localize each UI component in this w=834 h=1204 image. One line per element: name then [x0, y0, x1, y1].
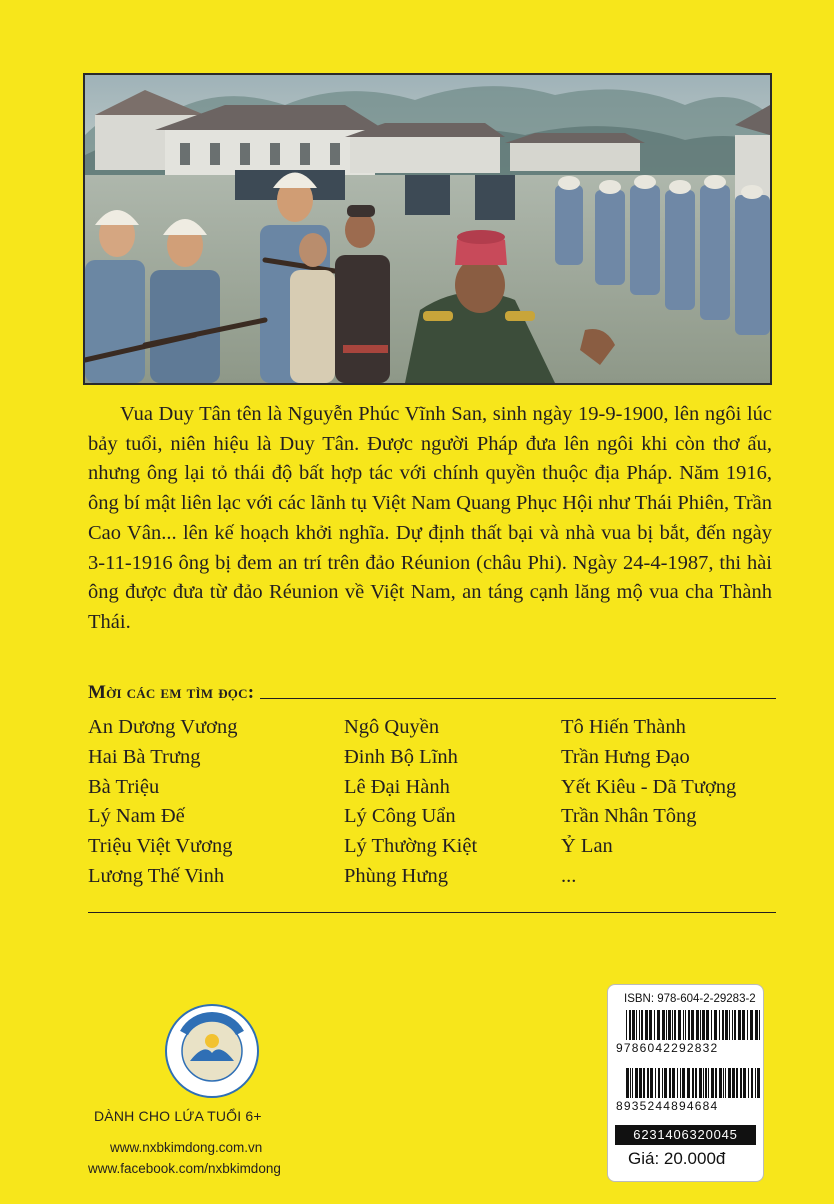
barcode-bar: [705, 1068, 707, 1098]
book-title: Lý Thường Kiệt: [344, 835, 478, 858]
book-title: Đinh Bộ Lĩnh: [344, 745, 458, 768]
barcode-bar: [678, 1010, 681, 1040]
barcode-bar: [626, 1010, 627, 1040]
barcode-bar: [672, 1068, 675, 1098]
barcode-bar: [700, 1010, 701, 1040]
barcode-bar: [725, 1068, 726, 1098]
barcode-bar: [699, 1068, 702, 1098]
book-title: Hai Bà Trưng: [88, 745, 201, 768]
barcode-bar: [722, 1010, 724, 1040]
price-label: Giá: 20.000đ: [628, 1149, 726, 1168]
barcode-bar: [626, 1068, 629, 1098]
barcode-bar: [645, 1010, 648, 1040]
publisher-links: [88, 1137, 281, 1179]
book-title: Trần Hưng Đạo: [561, 745, 690, 768]
barcode-bar: [748, 1068, 749, 1098]
list-bottom-divider: [88, 912, 776, 913]
barcode-bar: [740, 1068, 742, 1098]
barcode-bar: [743, 1068, 746, 1098]
barcode-bar: [738, 1010, 741, 1040]
barcode-bar: [632, 1068, 633, 1098]
book-title: ...: [561, 864, 577, 887]
book-title: Lý Công Uẩn: [344, 805, 456, 828]
barcode-bar: [714, 1010, 717, 1040]
barcode-bar: [755, 1068, 756, 1098]
barcode-bar: [728, 1068, 731, 1098]
reading-list-title: Mời các em tìm đọc:: [88, 682, 255, 703]
barcode-bar: [683, 1010, 684, 1040]
barcode-price-box: [607, 984, 764, 1182]
barcode-bar: [630, 1068, 631, 1098]
book-description: Vua Duy Tân tên là Nguyễn Phúc Vĩnh San, sinh ngày 19-9-1900, lên ngôi lúc bảy tuổi, niên hiệu là Duy Tân. Được người Pháp đưa lên ngôi khi còn thơ ấu, nhưng ông lại tỏ thái độ bất hợp tác với chính quyền thuộc địa Pháp. Năm 1916, ông bí mật liên lạc với các lãnh tụ Việt Nam Quang Phục Hội như Thái Phiên, Trần Cao Vân... lên kế hoạch khởi nghĩa. Dự định thất bại và nhà vua bị bắt, đến ngày 3-11-1916 ông bị đem an trí trên đảo Réunion (châu Phi). Ngày 24-4-1987, thi hài ông được đưa từ đảo Réunion về Việt Nam, an táng cạnh lăng mộ vua cha Thành Thái.: [88, 403, 772, 633]
barcode-bar: [668, 1010, 671, 1040]
barcode-bar: [736, 1068, 738, 1098]
barcode-bar: [747, 1010, 748, 1040]
book-title: Phùng Hưng: [344, 864, 448, 887]
barcode-bar: [629, 1010, 631, 1040]
barcode-bar: [750, 1010, 753, 1040]
barcode-bar: [729, 1010, 730, 1040]
barcode-bar: [649, 1010, 652, 1040]
book-title: Ngô Quyền: [344, 716, 440, 738]
barcode-bar: [711, 1010, 712, 1040]
barcode-bar: [751, 1068, 753, 1098]
barcode-bar: [662, 1068, 663, 1098]
barcode-bar: [723, 1068, 724, 1098]
barcode-bar: [632, 1010, 635, 1040]
book-title: Ỷ Lan: [561, 835, 613, 858]
barcode-bar: [757, 1068, 760, 1098]
barcode-bar: [677, 1068, 678, 1098]
isbn-barcode: [626, 1010, 760, 1040]
barcode-bar: [654, 1010, 655, 1040]
barcode-bar: [755, 1010, 758, 1040]
barcode-bar: [650, 1068, 653, 1098]
product-code: 6231406320045: [615, 1125, 756, 1145]
barcode-bar: [680, 1068, 681, 1098]
barcode-bar: [702, 1010, 705, 1040]
barcode-bar: [639, 1010, 640, 1040]
website-link[interactable]: www.nxbkimdong.com.vn: [110, 1140, 263, 1155]
barcode-bar: [742, 1010, 745, 1040]
barcode-bar: [732, 1010, 733, 1040]
barcode-bar: [732, 1068, 735, 1098]
barcode-bar: [692, 1068, 694, 1098]
barcode-bar: [708, 1068, 709, 1098]
barcode-bar: [674, 1010, 676, 1040]
barcode-bar: [635, 1068, 638, 1098]
book-title: Tô Hiến Thành: [561, 716, 686, 738]
barcode-bar: [719, 1068, 722, 1098]
barcode-bar: [636, 1010, 637, 1040]
barcode-bar: [662, 1010, 665, 1040]
facebook-link[interactable]: www.facebook.com/nxbkimdong: [88, 1161, 281, 1176]
book-title: Lý Nam Đế: [88, 805, 185, 828]
book-title: Lê Đại Hành: [344, 775, 450, 798]
reading-list-heading: [88, 682, 776, 704]
kim-dong-logo-icon: [164, 1003, 260, 1099]
barcode-bar: [641, 1010, 643, 1040]
barcode-bar: [658, 1068, 660, 1098]
barcode-bar: [687, 1068, 690, 1098]
barcode-bar: [759, 1010, 760, 1040]
isbn-label: ISBN: 978-604-2-29283-2: [624, 993, 756, 1005]
isbn-barcode-digits: 9786042292832: [616, 1041, 719, 1055]
barcode-bar: [655, 1068, 656, 1098]
barcode-bar: [688, 1010, 690, 1040]
barcode-bar: [719, 1010, 720, 1040]
reading-list: [88, 716, 788, 895]
barcode-bar: [672, 1010, 673, 1040]
internal-barcode-digits: 8935244894684: [616, 1099, 719, 1113]
book-title: Trần Nhân Tông: [561, 805, 697, 828]
barcode-bar: [703, 1068, 704, 1098]
book-title: Triệu Việt Vương: [88, 835, 233, 858]
barcode-bar: [725, 1010, 728, 1040]
barcode-bar: [643, 1068, 645, 1098]
book-title: An Dương Vương: [88, 716, 238, 738]
cover-illustration: [83, 73, 772, 385]
barcode-bar: [696, 1010, 699, 1040]
age-recommendation: DÀNH CHO LỨA TUỔI 6+: [94, 1108, 262, 1124]
barcode-bar: [711, 1068, 714, 1098]
barcode-bar: [657, 1010, 660, 1040]
publisher-logo: [164, 1003, 260, 1099]
barcode-bar: [691, 1010, 694, 1040]
barcode-bar: [706, 1010, 709, 1040]
soldiers-scene-illustration: [85, 75, 770, 383]
barcode-bar: [695, 1068, 697, 1098]
book-title: Bà Triệu: [88, 775, 160, 798]
book-title: Yết Kiêu - Dã Tượng: [561, 775, 737, 798]
barcode-bar: [669, 1068, 671, 1098]
book-title: Lương Thế Vinh: [88, 864, 225, 887]
heading-divider: [260, 698, 776, 699]
barcode-bar: [685, 1010, 686, 1040]
barcode-bar: [666, 1010, 667, 1040]
barcode-bar: [647, 1068, 649, 1098]
barcode-bar: [682, 1068, 685, 1098]
barcode-bar: [734, 1010, 736, 1040]
barcode-bar: [639, 1068, 642, 1098]
barcode-bar: [664, 1068, 667, 1098]
internal-barcode: [626, 1068, 760, 1098]
barcode-bar: [715, 1068, 717, 1098]
